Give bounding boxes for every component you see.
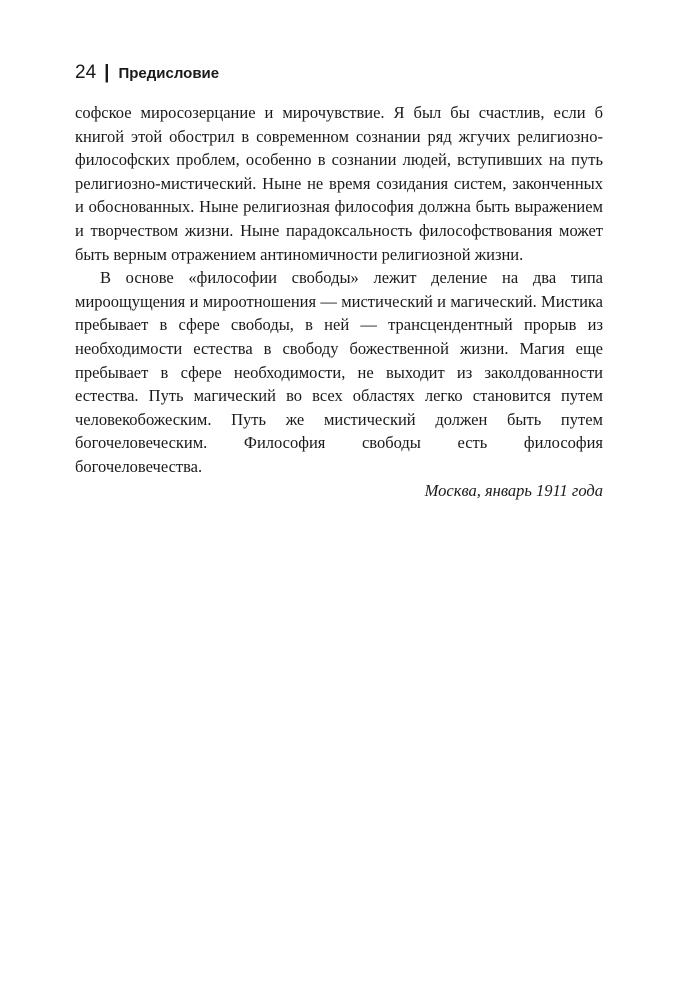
body-text [75,101,603,502]
section-title: Предисловие [118,65,220,82]
paragraph-continuation: софское миросозерцание и мирочувствие. Я был бы счастлив, если б книгой этой обострил в современном сознании ряд жгучих религиозно-философских проблем, особенно в сознании людей, вступивших на путь религиозно-мистический. Ныне не время созидания систем, законченных и обоснованных. Ныне религиозная философия должна быть выражением и творчеством жизни. Ныне парадоксальность философствования может быть верным отражением антиномичности религиозной жизни. [75,103,603,264]
paragraph-philosophy-of-freedom: В основе «философии свободы» лежит деление на два типа мироощущения и мироотношения — мистический и магический. Мистика пребывает в сфере свободы, в ней — трансцендентный прорыв из необходимости естества в свободу божественной жизни. Магия еще пребывает в сфере необходимости, не выходит из заколдованности естества. Путь магический во всех областях легко становится путем человекобожеским. Путь же мистический должен быть путем богочеловеческим. Философия свободы есть философия богочеловечества. [75,268,603,476]
header-separator: | [104,62,110,83]
page-number: 24 [75,62,97,83]
place-date-signature: Москва, январь 1911 года [424,480,603,500]
running-header [75,62,219,84]
